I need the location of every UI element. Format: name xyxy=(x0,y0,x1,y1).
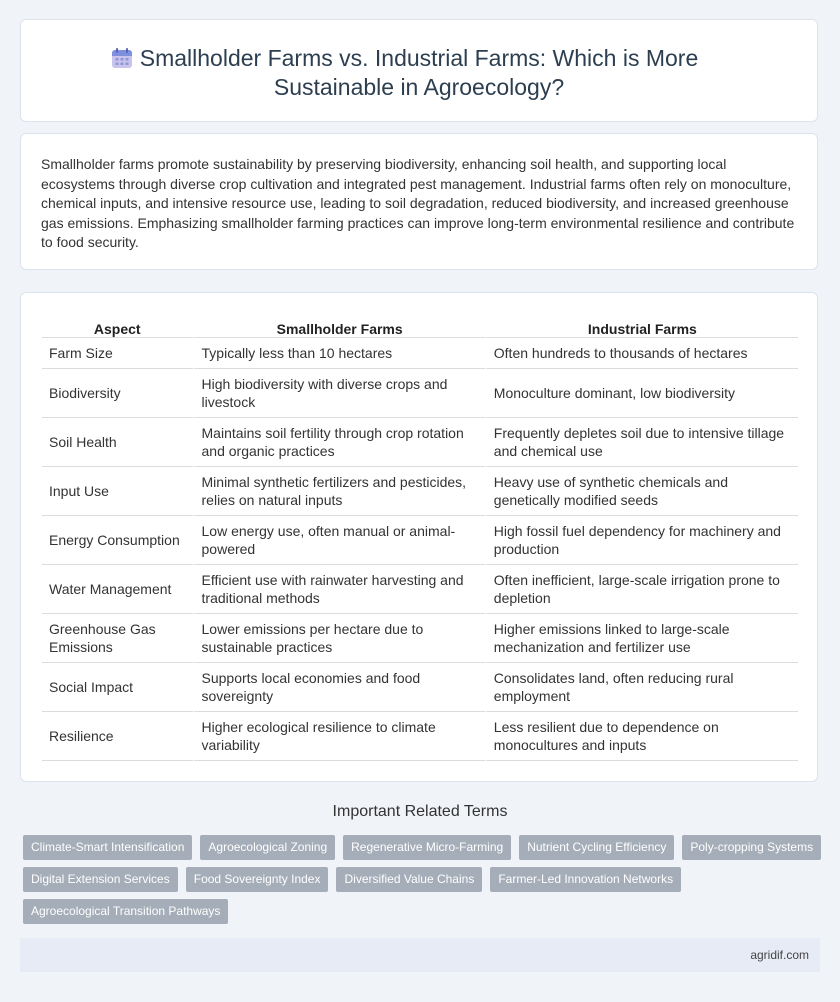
aspect-cell: Greenhouse Gas Emissions xyxy=(42,614,193,663)
header-card xyxy=(20,19,818,122)
related-term-tag[interactable]: Nutrient Cycling Efficiency xyxy=(519,835,674,860)
comparison-table xyxy=(42,313,798,761)
page-title-line-1: Smallholder Farms vs. Industrial Farms: Which is More xyxy=(139,45,699,71)
related-term-tag[interactable]: Agroecological Zoning xyxy=(200,835,335,860)
header-aspect: Aspect xyxy=(42,313,193,338)
industrial-cell: High fossil fuel dependency for machinery and production xyxy=(485,516,798,565)
smallholder-cell: Supports local economies and food sovereignty xyxy=(193,663,485,712)
related-term-tag[interactable]: Diversified Value Chains xyxy=(336,867,482,892)
smallholder-cell: Higher ecological resilience to climate variability xyxy=(193,712,485,761)
table-row xyxy=(42,614,798,663)
smallholder-cell: Low energy use, often manual or animal-powered xyxy=(193,516,485,565)
industrial-cell: Often inefficient, large-scale irrigation prone to depletion xyxy=(485,565,798,614)
related-term-tag[interactable]: Poly-cropping Systems xyxy=(682,835,821,860)
related-terms-title: Important Related Terms xyxy=(332,803,508,820)
footer xyxy=(20,938,820,972)
table-row xyxy=(42,663,798,712)
industrial-cell: Frequently depletes soil due to intensive tillage and chemical use xyxy=(485,418,798,467)
related-term-tag[interactable]: Digital Extension Services xyxy=(23,867,178,892)
aspect-cell: Farm Size xyxy=(42,338,193,369)
industrial-cell: Monoculture dominant, low biodiversity xyxy=(485,369,798,418)
smallholder-cell: High biodiversity with diverse crops and livestock xyxy=(193,369,485,418)
aspect-cell: Soil Health xyxy=(42,418,193,467)
aspect-cell: Biodiversity xyxy=(42,369,193,418)
smallholder-cell: Typically less than 10 hectares xyxy=(193,338,485,369)
header-smallholder: Smallholder Farms xyxy=(193,313,485,338)
table-row xyxy=(42,516,798,565)
intro-paragraph: Smallholder farms promote sustainability by preserving biodiversity, enhancing soil health, and supporting local ecosystems through diverse crop cultivation and integrated pest management. Industrial farms often rely on monoculture, chemical inputs, and intensive resource use, leading to soil degradation, reduced biodiversity, and increased greenhouse gas emissions. Emphasizing smallholder farming practices can improve long-term environmental resilience and contribute to food security. xyxy=(41,156,795,251)
related-term-tag[interactable]: Agroecological Transition Pathways xyxy=(23,899,228,924)
aspect-cell: Water Management xyxy=(42,565,193,614)
industrial-cell: Higher emissions linked to large-scale mechanization and fertilizer use xyxy=(485,614,798,663)
smallholder-cell: Maintains soil fertility through crop rotation and organic practices xyxy=(193,418,485,467)
industrial-cell: Less resilient due to dependence on monocultures and inputs xyxy=(485,712,798,761)
page-title xyxy=(21,44,817,102)
table-row xyxy=(42,712,798,761)
aspect-cell: Input Use xyxy=(42,467,193,516)
related-term-tag[interactable]: Farmer-Led Innovation Networks xyxy=(490,867,681,892)
related-terms-list xyxy=(23,835,823,924)
related-term-tag[interactable]: Climate-Smart Intensification xyxy=(23,835,192,860)
table-row xyxy=(42,338,798,369)
smallholder-cell: Minimal synthetic fertilizers and pesticides, relies on natural inputs xyxy=(193,467,485,516)
industrial-cell: Often hundreds to thousands of hectares xyxy=(485,338,798,369)
related-term-tag[interactable]: Food Sovereignty Index xyxy=(186,867,329,892)
table-row xyxy=(42,418,798,467)
industrial-cell: Heavy use of synthetic chemicals and genetically modified seeds xyxy=(485,467,798,516)
intro-card xyxy=(20,133,818,270)
table-row xyxy=(42,565,798,614)
aspect-cell: Resilience xyxy=(42,712,193,761)
aspect-cell: Social Impact xyxy=(42,663,193,712)
comparison-card xyxy=(20,292,818,782)
header-industrial: Industrial Farms xyxy=(485,313,798,338)
table-row xyxy=(42,369,798,418)
footer-site-link[interactable]: agridif.com xyxy=(750,948,809,962)
industrial-cell: Consolidates land, often reducing rural employment xyxy=(485,663,798,712)
page-title-line-2: Sustainable in Agroecology? xyxy=(273,74,565,100)
related-term-tag[interactable]: Regenerative Micro-Farming xyxy=(343,835,511,860)
table-row xyxy=(42,467,798,516)
smallholder-cell: Efficient use with rainwater harvesting and traditional methods xyxy=(193,565,485,614)
aspect-cell: Energy Consumption xyxy=(42,516,193,565)
smallholder-cell: Lower emissions per hectare due to sustainable practices xyxy=(193,614,485,663)
table-header-row xyxy=(42,313,798,338)
